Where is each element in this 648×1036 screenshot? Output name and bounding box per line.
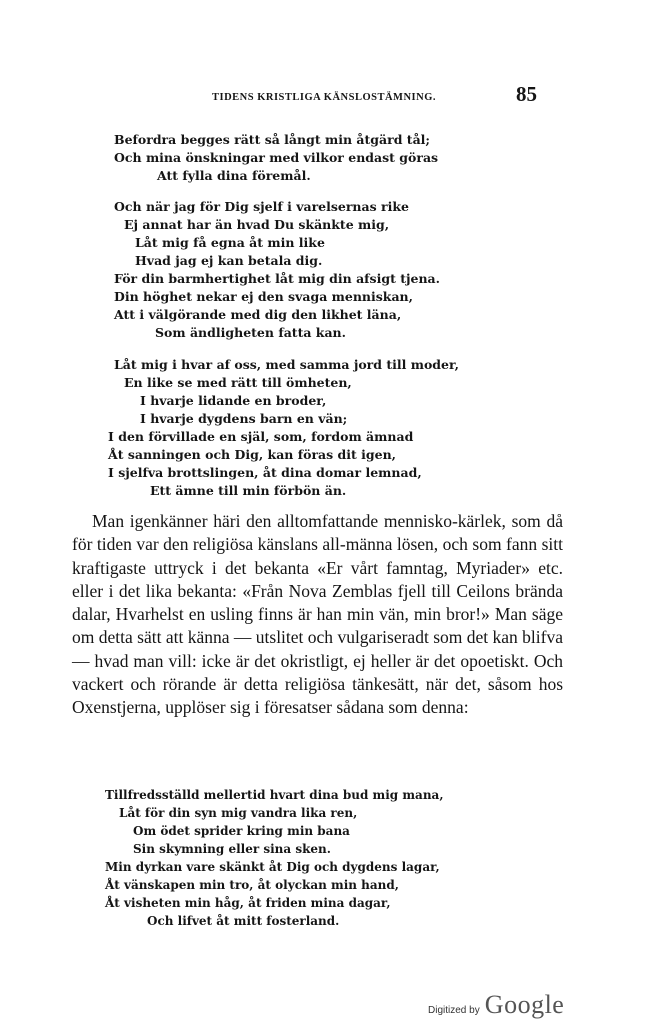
page-number: 85 <box>516 82 537 106</box>
verse-line: I sjelfva brottslingen, åt dina domar lemnad, <box>108 465 422 480</box>
verse-line: Om ödet sprider kring min bana <box>133 824 350 838</box>
verse-line: I den förvillade en själ, som, fordom ämnad <box>108 429 414 444</box>
verse-line: Åt sanningen och Dig, kan föras dit igen, <box>108 447 397 462</box>
verse-line: En like se med rätt till ömheten, <box>124 375 352 390</box>
verse-line: Och mina önskningar med vilkor endast göras <box>114 150 439 165</box>
verse-line: Och när jag för Dig sjelf i varelsernas rike <box>114 199 409 214</box>
verse-line: Och lifvet åt mitt fosterland. <box>147 914 340 928</box>
verse-line: Tillfredsställd mellertid hvart dina bud mig mana, <box>105 788 444 802</box>
digitized-by-label: Digitized by <box>428 1005 480 1016</box>
running-header: TIDENS KRISTLIGA KÄNSLOSTÄMNING. <box>211 92 436 103</box>
verse-line: Låt mig i hvar af oss, med samma jord till moder, <box>114 357 460 372</box>
body-paragraph: Man igenkänner häri den alltomfattande mennisko-kärlek, som då för tiden var den religiösa känslans all-männa lösen, och som fann sitt kraftigaste uttryck i det bekanta «Er vårt famntag, Myriader» etc. eller i det lika bekanta: «Från Nova Zemblas fjell till Ceilons brända dalar, Hvarhelst en usling finns är han min vän, min bror!» Man säge om detta sätt att känna — utslitet och vulgariseradt som det kan blifva — hvad man vill: icke är det okristligt, ej heller är det opoetiskt. Och vackert och rörande är detta religiösa tänkesätt, när det, såsom hos Oxenstjerna, upplöser sig i föresatser sådana som denna: <box>72 511 563 718</box>
verse-line: Min dyrkan vare skänkt åt Dig och dygdens lagar, <box>105 860 440 874</box>
verse-line: Att fylla dina föremål. <box>157 168 311 183</box>
verse-line: Ett ämne till min förbön än. <box>150 483 347 498</box>
verse-line: Befordra begges rätt så långt min åtgärd tål; <box>114 132 431 147</box>
verse-line: Ej annat har än hvad Du skänkte mig, <box>124 217 390 232</box>
verse-line: Låt mig få egna åt min like <box>135 235 325 250</box>
verse-line: Sin skymning eller sina sken. <box>133 842 331 856</box>
verse-line: Åt vänskapen min tro, åt olyckan min hand, <box>105 878 399 892</box>
verse-line: Som ändligheten fatta kan. <box>155 325 346 340</box>
verse-line: Åt visheten min håg, åt friden mina dagar, <box>105 896 391 910</box>
verse-line: I hvarje dygdens barn en vän; <box>140 411 348 426</box>
verse-line: Att i välgörande med dig den likhet läna, <box>114 307 402 322</box>
verse-line: Låt för din syn mig vandra lika ren, <box>119 806 358 820</box>
verse-line: I hvarje lidande en broder, <box>140 393 327 408</box>
verse-line: För din barmhertighet låt mig din afsigt tjena. <box>114 271 440 286</box>
digitization-credit <box>428 990 564 1020</box>
google-logo-text: Google <box>484 990 565 1019</box>
verse-line: Hvad jag ej kan betala dig. <box>135 253 323 268</box>
verse-line: Din höghet nekar ej den svaga menniskan, <box>114 289 413 304</box>
